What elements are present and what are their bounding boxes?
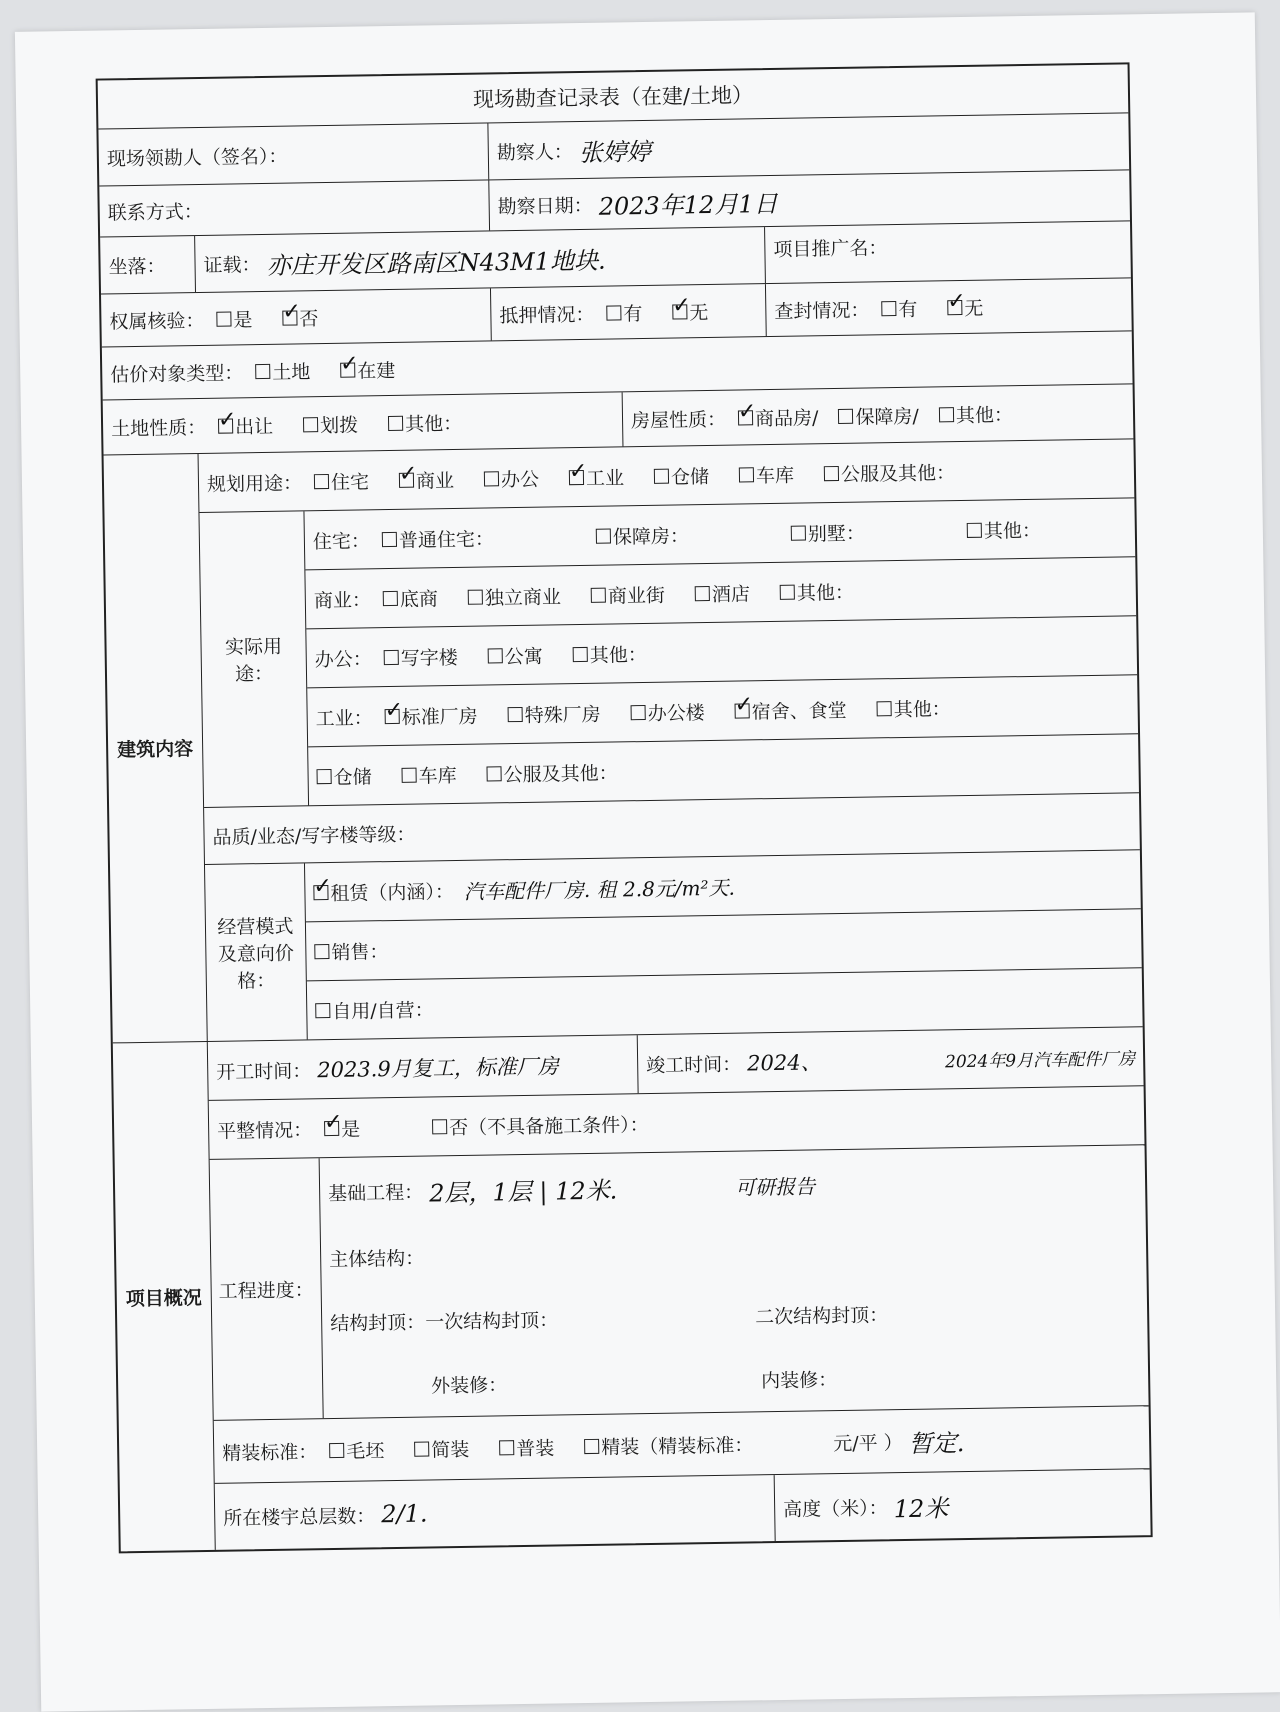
mortgage-no-label: 无 — [689, 301, 709, 324]
interior-label: 内装修： — [760, 1368, 838, 1392]
business-label: 经营模式及意向价格： — [205, 863, 308, 1041]
actual-off-label: 办公： — [314, 647, 372, 671]
foundation-value: 2层，1层 | 12米. — [428, 1176, 618, 1207]
plan-storage-label: 仓储 — [670, 465, 710, 489]
height-label: 高度（米）： — [783, 1496, 888, 1521]
com-hotel-checkbox[interactable] — [695, 585, 710, 600]
plan-residential-checkbox[interactable] — [314, 473, 329, 488]
com-ground-shop-checkbox[interactable] — [383, 590, 398, 605]
plan-commercial-checkbox[interactable] — [399, 472, 414, 487]
contact-label: 联系方式： — [99, 180, 490, 236]
height-value: 12米 — [893, 1493, 949, 1523]
std-rough-checkbox[interactable] — [329, 1442, 344, 1457]
std-normal-checkbox[interactable] — [499, 1440, 514, 1455]
seizure-no-label: 无 — [964, 297, 984, 320]
house-affordable-checkbox[interactable] — [838, 408, 853, 423]
finish-note: 2024年9月汽车配件厂房 — [944, 1048, 1136, 1072]
floors-cell — [215, 1475, 776, 1550]
actual-res-label: 住宅： — [312, 529, 371, 553]
ownership-label: 权属核验： — [109, 309, 205, 333]
res-villa-checkbox[interactable] — [791, 525, 806, 540]
type-building-label: 在建 — [357, 359, 396, 383]
leveling-yes-label: 是 — [341, 1118, 361, 1141]
decoration-row — [331, 1341, 1141, 1418]
seizure-cell — [766, 278, 1132, 336]
floors-value: 2/1. — [381, 1499, 428, 1529]
ownership-yes-checkbox[interactable] — [216, 311, 231, 326]
ownership-no-checkbox[interactable] — [282, 310, 297, 325]
lead-label: 现场领勘人（签名）： — [98, 123, 489, 185]
ind-other-checkbox[interactable] — [877, 701, 892, 716]
rent-label: 租赁（内涵）： — [330, 880, 455, 905]
land-nature-cell — [103, 392, 624, 454]
date-label: 勘察日期： — [497, 194, 593, 218]
finish-value: 2024、 — [747, 1050, 822, 1076]
std-rough-label: 毛坯 — [346, 1439, 385, 1463]
form-title: 现场勘查记录表（在建/土地） — [472, 83, 754, 112]
std-simple-label: 简装 — [431, 1438, 470, 1461]
off-office-label: 写字楼 — [400, 646, 458, 670]
decoration-indent — [331, 1384, 431, 1386]
project-overview-heading: 项目概况 — [113, 1042, 216, 1551]
mortgage-yes-label: 有 — [623, 302, 643, 325]
misc-public-label: 公服及其他： — [503, 761, 618, 786]
start-cell — [208, 1035, 639, 1100]
com-other-checkbox[interactable] — [780, 584, 795, 599]
leveling-no-checkbox[interactable] — [432, 1119, 447, 1134]
ind-dorm-label: 宿舍、食堂 — [751, 699, 847, 723]
house-nature-label: 房屋性质： — [630, 408, 727, 432]
plan-commercial-label: 商业 — [415, 469, 455, 493]
date-value: 2023年12月1日 — [598, 189, 778, 221]
off-other-checkbox[interactable] — [573, 646, 588, 661]
surveyor-signature: 张婷婷 — [578, 137, 652, 167]
house-other-checkbox[interactable] — [939, 407, 954, 422]
sale-label: 销售： — [331, 940, 389, 964]
type-land-label: 土地 — [272, 360, 311, 384]
actual-com-label: 商业： — [313, 588, 372, 612]
selfuse-label: 自用/自营： — [332, 998, 434, 1023]
com-ground-shop-label: 底商 — [399, 587, 439, 611]
plan-public-label: 公服及其他： — [840, 461, 956, 486]
ind-standard-checkbox[interactable] — [385, 708, 400, 723]
res-affordable-checkbox[interactable] — [596, 528, 611, 543]
seizure-yes-label: 有 — [898, 298, 918, 321]
rent-value: 汽车配件厂房. 租 2.8元/m²天. — [463, 875, 736, 904]
survey-form — [96, 62, 1153, 1553]
planned-use-label: 规划用途： — [206, 471, 303, 496]
height-cell — [775, 1469, 1151, 1541]
off-apartment-label: 公寓 — [504, 645, 543, 668]
misc-garage-checkbox[interactable] — [401, 767, 416, 782]
start-label: 开工时间： — [216, 1059, 312, 1084]
foundation-label: 基础工程： — [327, 1181, 424, 1205]
com-standalone-checkbox[interactable] — [468, 589, 483, 604]
com-hotel-label: 酒店 — [711, 582, 751, 606]
land-allocate-label: 划拨 — [319, 414, 359, 437]
house-nature-cell — [623, 384, 1134, 446]
plan-office-checkbox[interactable] — [484, 471, 499, 486]
com-street-checkbox[interactable] — [591, 587, 606, 602]
res-affordable-label: 保障房： — [612, 524, 690, 549]
plan-storage-checkbox[interactable] — [654, 468, 669, 483]
business-block — [205, 850, 1143, 1041]
res-normal-checkbox[interactable] — [382, 531, 397, 546]
off-apartment-checkbox[interactable] — [488, 648, 503, 663]
progress-label: 工程进度： — [210, 1158, 324, 1420]
off-office-checkbox[interactable] — [384, 649, 399, 664]
topping-first-label: 一次结构封顶： — [425, 1308, 559, 1334]
ownership-cell — [101, 288, 492, 346]
mortgage-cell — [491, 284, 767, 340]
plan-residential-label: 住宅 — [330, 470, 370, 494]
plan-garage-label: 车库 — [755, 464, 795, 487]
std-normal-label: 普装 — [516, 1437, 555, 1460]
selfuse-checkbox[interactable] — [315, 1003, 330, 1018]
project-overview-section — [113, 1027, 1151, 1551]
seizure-label: 查封情况： — [774, 298, 870, 323]
res-other-label: 其他： — [983, 519, 1042, 543]
surveyor-label: 勘察人： — [496, 140, 574, 164]
topping-label: 结构封顶： — [330, 1311, 426, 1335]
ind-other-label: 其他： — [893, 697, 951, 721]
leveling-label: 平整情况： — [217, 1118, 313, 1143]
date-cell — [489, 170, 1130, 230]
plan-garage-checkbox[interactable] — [739, 467, 754, 482]
ind-officebldg-checkbox[interactable] — [631, 705, 646, 720]
leveling-no-label: 否（不具备施工条件）： — [449, 1113, 649, 1139]
cert-label: 证载： — [203, 253, 261, 277]
res-normal-label: 普通住宅： — [398, 527, 495, 552]
ind-dorm-checkbox[interactable] — [735, 703, 750, 718]
misc-storage-checkbox[interactable] — [316, 768, 331, 783]
mortgage-yes-checkbox[interactable] — [606, 305, 621, 320]
seizure-yes-checkbox[interactable] — [881, 301, 896, 316]
object-type-label: 估价对象类型： — [110, 361, 244, 386]
actual-use-block — [199, 498, 1139, 808]
promo-label: 项目推广名： — [773, 237, 888, 261]
res-other-checkbox[interactable] — [967, 522, 982, 537]
land-transfer-label: 出让 — [234, 415, 274, 438]
ind-standard-label: 标准厂房 — [401, 705, 478, 729]
main-structure-label: 主体结构： — [329, 1247, 425, 1271]
std-fine-checkbox[interactable] — [584, 1438, 599, 1453]
land-allocate-checkbox[interactable] — [303, 417, 318, 432]
actual-use-label: 实际用途： — [199, 511, 309, 807]
ownership-no-label: 否 — [299, 307, 319, 330]
house-affordable-label: 保障房/ — [855, 405, 920, 429]
plan-office-label: 办公 — [500, 468, 540, 491]
misc-public-checkbox[interactable] — [487, 766, 502, 781]
com-street-label: 商业街 — [607, 584, 666, 608]
std-fine-label: 精装（精装标准： — [601, 1433, 754, 1459]
rent-checkbox[interactable] — [313, 885, 328, 900]
seizure-no-checkbox[interactable] — [947, 299, 962, 314]
type-land-checkbox[interactable] — [255, 363, 270, 378]
building-content-heading: 建筑内容 — [104, 454, 208, 1042]
start-value: 2023.9月复工，标准厂房 — [317, 1054, 559, 1083]
building-content-section — [104, 439, 1143, 1043]
com-standalone-label: 独立商业 — [484, 585, 562, 610]
ind-officebldg-label: 办公楼 — [647, 701, 705, 725]
sale-checkbox[interactable] — [314, 944, 329, 959]
off-other-label: 其他： — [589, 643, 647, 667]
plan-industrial-checkbox[interactable] — [569, 469, 584, 484]
mortgage-label: 抵押情况： — [499, 303, 595, 327]
foundation-note: 可研报告 — [734, 1173, 816, 1200]
cert-value: 亦庄开发区路南区N43M1地块. — [266, 246, 606, 280]
land-other-label: 其他： — [404, 412, 463, 436]
foundation-row — [328, 1145, 1138, 1226]
topping-second-label: 二次结构封顶： — [755, 1303, 889, 1328]
finish-label: 竣工时间： — [646, 1053, 742, 1077]
finish-standard-label: 精装标准： — [222, 1440, 318, 1465]
floors-label: 所在楼宇总层数： — [223, 1504, 376, 1530]
misc-storage-label: 仓储 — [333, 765, 372, 789]
ind-special-label: 特殊厂房 — [524, 703, 601, 727]
ind-special-checkbox[interactable] — [508, 706, 523, 721]
std-simple-checkbox[interactable] — [414, 1441, 429, 1456]
paper-sheet — [15, 12, 1280, 1711]
finish-cell — [638, 1027, 1144, 1093]
exterior-label: 外装修： — [431, 1373, 508, 1397]
misc-garage-label: 车库 — [418, 764, 457, 788]
mortgage-no-checkbox[interactable] — [672, 304, 687, 319]
location-label: 坐落： — [100, 236, 196, 293]
house-commercial-checkbox[interactable] — [738, 410, 753, 425]
std-unit: 元/平 ） — [833, 1431, 903, 1455]
progress-block — [210, 1145, 1149, 1421]
house-commercial-label: 商品房/ — [754, 406, 819, 430]
floors-row — [215, 1469, 1151, 1550]
land-nature-label: 土地性质： — [110, 416, 207, 440]
ownership-yes-label: 是 — [233, 308, 253, 331]
actual-ind-label: 工业： — [315, 706, 373, 730]
surveyor-cell — [488, 113, 1129, 179]
cert-cell — [195, 227, 766, 292]
house-other-label: 其他： — [955, 403, 1014, 427]
com-other-label: 其他： — [796, 581, 855, 605]
leveling-yes-checkbox[interactable] — [324, 1120, 339, 1135]
land-other-checkbox[interactable] — [388, 415, 403, 430]
land-transfer-checkbox[interactable] — [218, 418, 233, 433]
std-note: 暂定. — [908, 1428, 965, 1458]
quality-label: 品质/业态/写字楼等级： — [212, 823, 416, 849]
plan-industrial-label: 工业 — [585, 466, 625, 490]
plan-public-checkbox[interactable] — [824, 465, 839, 480]
type-building-checkbox[interactable] — [340, 362, 355, 377]
res-villa-label: 别墅： — [807, 522, 866, 545]
